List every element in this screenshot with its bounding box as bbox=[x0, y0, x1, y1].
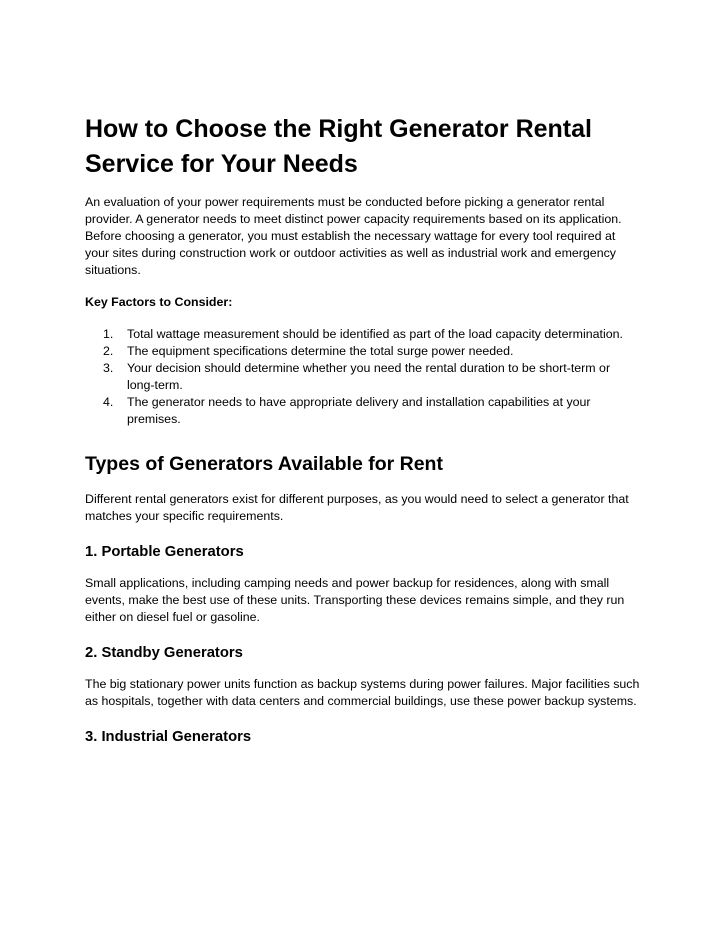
list-item bbox=[85, 394, 640, 428]
list-item-number: 3. bbox=[103, 361, 114, 375]
intro-paragraph: An evaluation of your power requirements must be conducted before picking a generator rental provider. A generator needs to meet distinct power capacity requirements based on its application. Before choosing a generator, you must establish the necessary wattage for every tool required at your sites during construction work or outdoor activities as well as industrial work and emergency situations. bbox=[85, 195, 622, 277]
portable-generators-paragraph: Small applications, including camping needs and power backup for residences, along with small events, make the best use of these units. Transporting these devices remains simple, and they run either on diesel fuel or gasoline. bbox=[85, 576, 625, 624]
list-item bbox=[85, 326, 640, 343]
types-intro-paragraph: Different rental generators exist for different purposes, as you would need to select a generator that matches your specific requirements. bbox=[85, 492, 629, 523]
list-item bbox=[85, 343, 640, 360]
document-page bbox=[85, 112, 640, 760]
list-item-text: The generator needs to have appropriate delivery and installation capabilities at your premises. bbox=[127, 395, 591, 426]
list-item-number: 4. bbox=[103, 395, 114, 409]
types-heading: Types of Generators Available for Rent bbox=[85, 453, 443, 475]
list-item-number: 1. bbox=[103, 327, 114, 341]
standby-generators-paragraph: The big stationary power units function as backup systems during power failures. Major facilities such as hospitals, together with data centers and commercial buildings, use these power backup systems. bbox=[85, 677, 640, 708]
list-item bbox=[85, 360, 640, 394]
industrial-generators-heading: 3. Industrial Generators bbox=[85, 729, 252, 745]
list-item-text: Your decision should determine whether you need the rental duration to be short-term or long-term. bbox=[127, 361, 611, 392]
list-item-text: The equipment specifications determine the total surge power needed. bbox=[127, 344, 514, 358]
list-item-text: Total wattage measurement should be identified as part of the load capacity determination. bbox=[127, 327, 623, 341]
standby-generators-heading: 2. Standby Generators bbox=[85, 645, 243, 661]
page-title: How to Choose the Right Generator Rental Service for Your Needs bbox=[85, 115, 592, 178]
list-item-number: 2. bbox=[103, 344, 114, 358]
key-factors-heading: Key Factors to Consider: bbox=[85, 295, 233, 309]
portable-generators-heading: 1. Portable Generators bbox=[85, 544, 244, 560]
key-factors-list bbox=[85, 326, 640, 428]
